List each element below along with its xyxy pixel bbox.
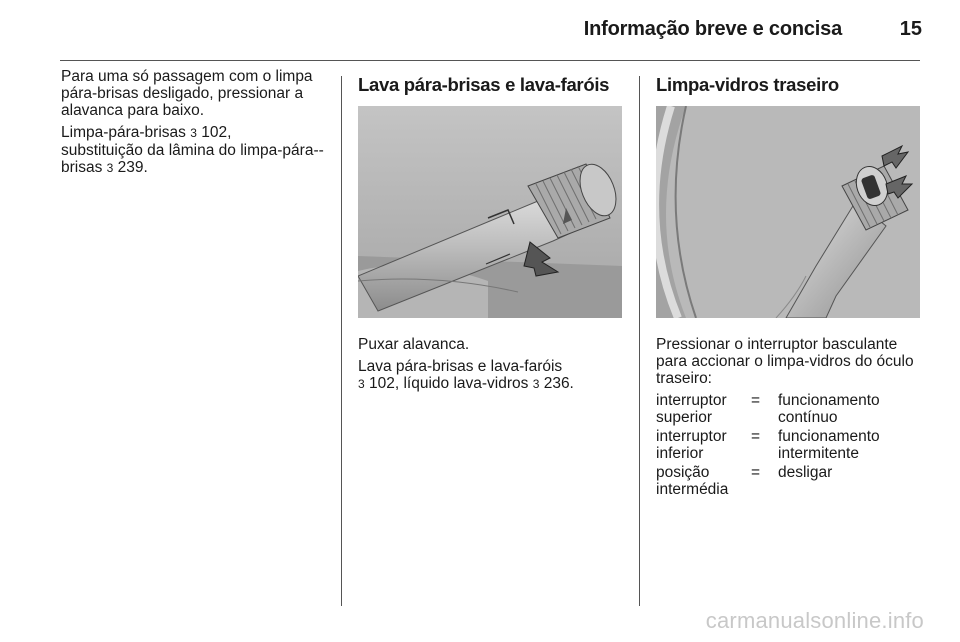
ref-page[interactable]: 239.: [113, 159, 148, 176]
section-heading-washer: Lava pára-brisas e lava-faróis: [358, 74, 610, 95]
equals-sign: =: [751, 392, 761, 409]
equals-sign: =: [751, 428, 761, 445]
column-2: [358, 68, 624, 398]
cross-references: [358, 358, 624, 393]
page-number: 15: [899, 18, 922, 40]
switch-position: posição intermédia: [656, 464, 729, 498]
ref-arrow-icon: 3: [358, 377, 365, 391]
ref-text[interactable]: 236.: [539, 375, 574, 392]
ref-label: substituição da lâmina do limpa-pára--brisas: [61, 142, 324, 176]
column-divider-1: [341, 76, 342, 606]
ref-arrow-icon: 3: [532, 377, 540, 391]
ref-label: Lava pára-brisas e lava-faróis: [358, 358, 563, 375]
rear-wiper-positions-table: [656, 392, 926, 500]
column-divider-2: [639, 76, 640, 606]
ref-arrow-icon: 3: [190, 126, 197, 140]
watermark: carmanualsonline.info: [705, 608, 924, 633]
wiper-function: desligar: [778, 464, 833, 481]
table-row: [656, 464, 926, 500]
rear-wiper-switch-figure: [656, 106, 920, 318]
rear-wiper-intro: Pressionar o interruptor basculante para accionar o limpa-vidros do óculo traseiro:: [656, 336, 914, 387]
page-header-title: Informação breve e concisa: [583, 18, 842, 40]
wiper-function: funcionamento intermitente: [778, 428, 880, 462]
switch-position: interruptor inferior: [656, 428, 727, 462]
table-row: [656, 428, 926, 464]
equals-sign: =: [751, 464, 761, 481]
ref-page[interactable]: 102,: [196, 124, 232, 141]
column-1: [61, 68, 333, 182]
washer-lever-figure: [358, 106, 622, 318]
table-row: [656, 392, 926, 428]
ref-arrow-icon: 3: [106, 161, 114, 175]
figure-caption: Puxar alavanca.: [358, 336, 470, 353]
switch-position: interruptor superior: [656, 392, 727, 426]
cross-references: [61, 124, 333, 177]
paragraph-single-wipe: Para uma só passagem com o limpa pára-brisas desligado, pressionar a alavanca para baixo.: [61, 68, 313, 119]
section-heading-rear-wiper: Limpa-vidros traseiro: [656, 74, 839, 95]
header-rule: [60, 60, 920, 61]
wiper-function: funcionamento contínuo: [778, 392, 880, 426]
column-3: [656, 68, 926, 500]
ref-label: Limpa-pára-brisas: [61, 124, 191, 141]
ref-text[interactable]: 102, líquido lava-vidros: [364, 375, 533, 392]
